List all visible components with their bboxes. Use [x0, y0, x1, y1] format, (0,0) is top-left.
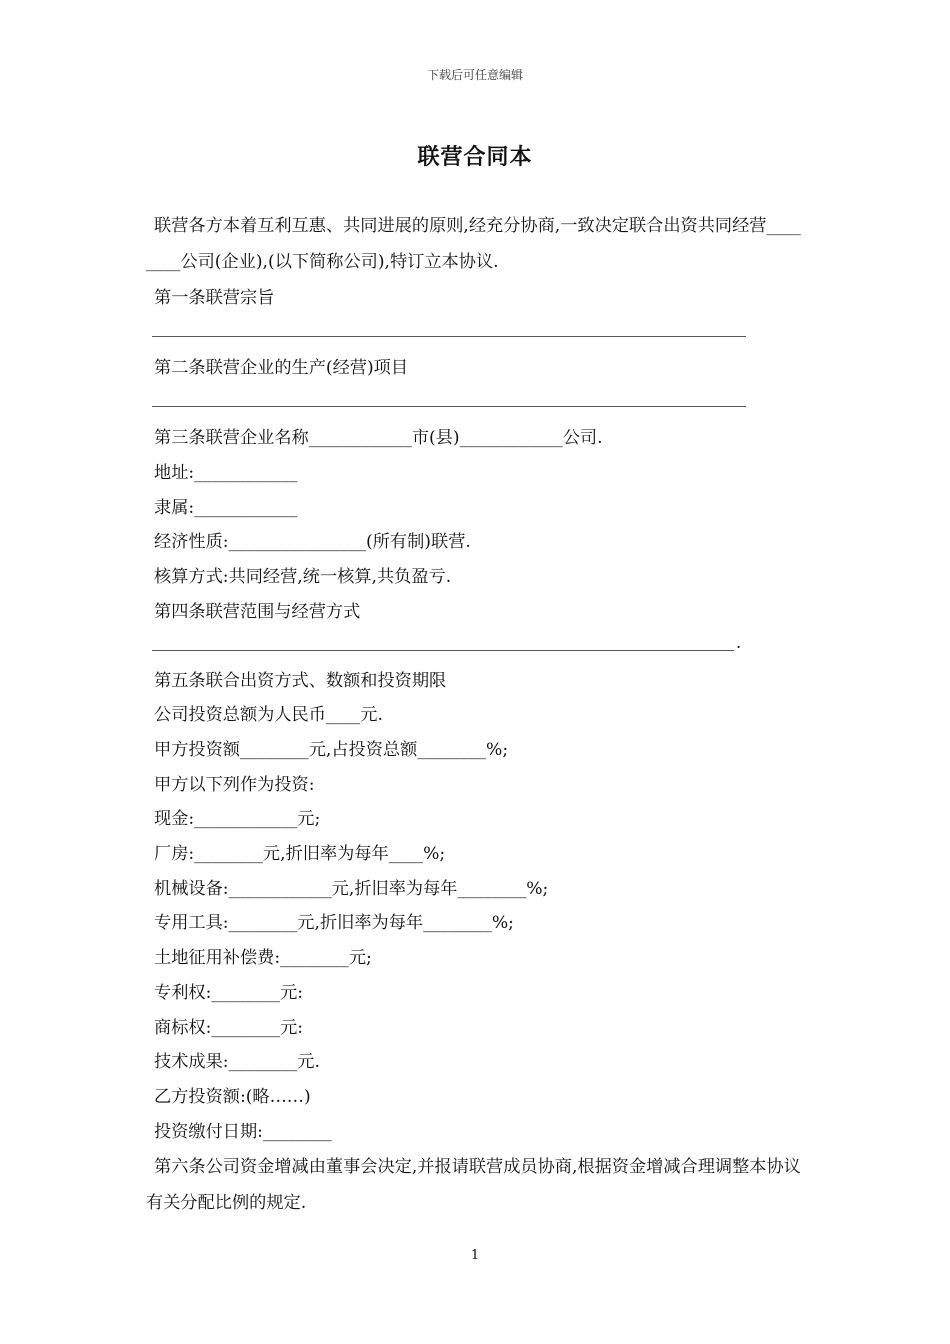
party-a-investment-line: 甲方投资额________元,占投资总额________%;	[154, 739, 509, 760]
patent-line: 专利权:________元:	[154, 982, 304, 1003]
economic-nature-line: 经济性质:________________(所有制)联营.	[154, 532, 471, 553]
document-title: 联营合同本	[417, 144, 533, 170]
page-number: 1	[470, 1248, 480, 1263]
plant-line: 厂房:________元,折旧率为每年____%;	[154, 844, 446, 865]
intro-paragraph: 联营各方本着互利互惠、共同进展的原则,经充分协商,一致决定联合出资共同经营________公司(企业),(以下简称公司),特订立本协议.	[146, 216, 801, 272]
article-5-heading: 第五条联合出资方式、数额和投资期限	[154, 670, 447, 691]
party-b-investment-line: 乙方投资额:(略……)	[154, 1086, 311, 1107]
article-2-heading: 第二条联营企业的生产(经营)项目	[154, 358, 409, 378]
page-header-note: 下载后可任意编辑	[426, 68, 523, 82]
article-6-paragraph: 第六条公司资金增减由董事会决定,并报请联营成员协商,根据资金增减合理调整本协议有关分配比例的规定.	[146, 1157, 801, 1214]
blank-line-article-2	[146, 386, 808, 420]
article-4-heading: 第四条联营范围与经营方式	[154, 601, 361, 622]
payment-date-line: 投资缴付日期:________	[154, 1121, 332, 1142]
tools-line: 专用工具:________元,折旧率为每年________%;	[154, 913, 514, 934]
land-compensation-line: 土地征用补偿费:________元;	[154, 948, 372, 969]
total-investment-line: 公司投资总额为人民币____元.	[154, 705, 383, 726]
party-a-items-line: 甲方以下列作为投资:	[154, 774, 315, 795]
blank-line-article-1	[146, 316, 808, 350]
cash-line: 现金:____________元;	[154, 809, 321, 830]
trademark-line: 商标权:________元:	[154, 1017, 304, 1038]
affiliation-line: 隶属:____________	[154, 497, 298, 518]
article-3-heading: 第三条联营企业名称____________市(县)____________公司.	[154, 428, 603, 448]
address-line: 地址:____________	[154, 463, 298, 483]
article-1-heading: 第一条联营宗旨	[154, 288, 275, 308]
tech-achievement-line: 技术成果:________元.	[154, 1052, 320, 1073]
blank-line-article-4	[146, 630, 808, 664]
machinery-line: 机械设备:____________元,折旧率为每年________%;	[154, 878, 549, 899]
blank-line-period: .	[736, 632, 742, 652]
document-body	[146, 208, 808, 1221]
accounting-method-line: 核算方式:共同经营,统一核算,共负盈亏.	[154, 567, 452, 588]
